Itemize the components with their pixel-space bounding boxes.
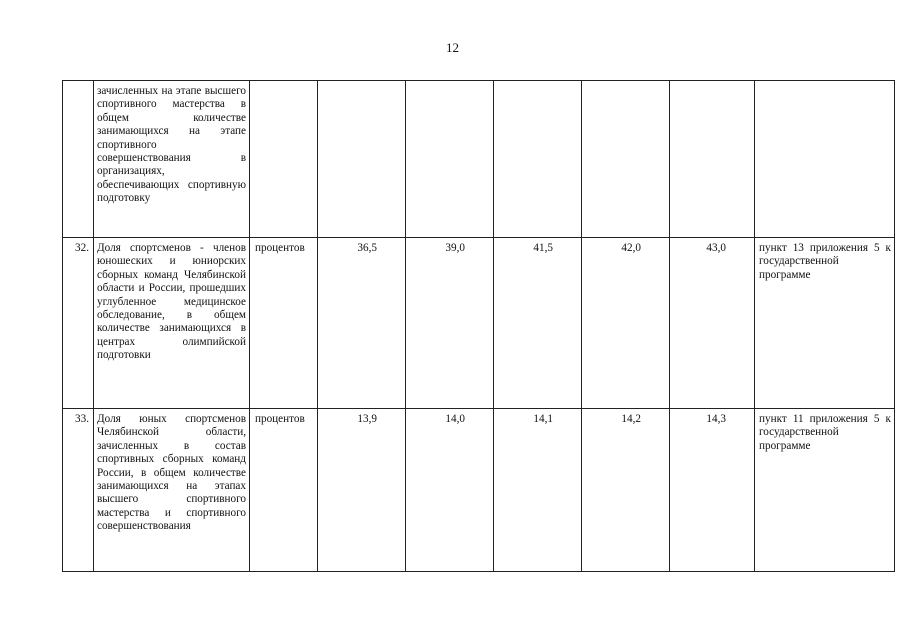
indicator-description: зачисленных на этапе высшего спортивного мастерства в общем количестве занимающихся на этапе спортивного совершенствования в организациях, обеспечивающих спортивную подготовку	[94, 81, 250, 238]
indicators-table	[62, 80, 895, 572]
value-cell: 42,0	[582, 238, 670, 409]
value-cell: 14,3	[670, 409, 755, 572]
table-row	[63, 409, 895, 572]
row-number: 32.	[63, 238, 94, 409]
page-number: 12	[446, 40, 459, 55]
indicator-description: Доля юных спортсменов Челябинской области, зачисленных в состав спортивных сборных команд России, в общем количестве занимающихся на этапах высшего спортивного мастерства и спортивного совершенствования	[94, 409, 250, 572]
value-cell	[670, 81, 755, 238]
table-row	[63, 81, 895, 238]
source-note	[755, 81, 895, 238]
value-cell	[582, 81, 670, 238]
unit-cell	[250, 81, 318, 238]
value-cell	[406, 81, 494, 238]
unit-cell: процентов	[250, 238, 318, 409]
value-cell: 43,0	[670, 238, 755, 409]
unit-cell: процентов	[250, 409, 318, 572]
value-cell: 14,0	[406, 409, 494, 572]
value-cell: 14,1	[494, 409, 582, 572]
value-cell: 39,0	[406, 238, 494, 409]
value-cell	[494, 81, 582, 238]
value-cell: 14,2	[582, 409, 670, 572]
value-cell	[318, 81, 406, 238]
source-note: пункт 13 приложения 5 к государственной программе	[755, 238, 895, 409]
source-note: пункт 11 приложения 5 к государственной программе	[755, 409, 895, 572]
value-cell: 13,9	[318, 409, 406, 572]
table-row	[63, 238, 895, 409]
row-number: 33.	[63, 409, 94, 572]
value-cell: 41,5	[494, 238, 582, 409]
indicator-description: Доля спортсменов - членов юношеских и юниорских сборных команд Челябинской области и России, прошедших углубленное медицинское обследование, в общем количестве занимающихся в центрах олимпийской подготовки	[94, 238, 250, 409]
value-cell: 36,5	[318, 238, 406, 409]
row-number	[63, 81, 94, 238]
